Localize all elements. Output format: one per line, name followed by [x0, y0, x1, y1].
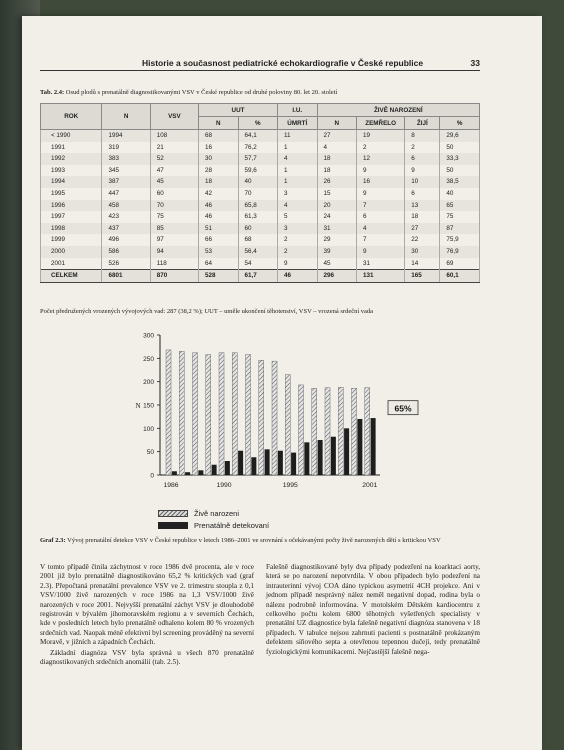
y-tick-label: 50	[146, 449, 154, 457]
header-title: Historie a současnost pediatrické echokardiografie v České republice	[142, 58, 424, 68]
bar-detected	[371, 418, 376, 475]
col-uut-pct: %	[238, 117, 278, 130]
table-cell: 296	[317, 270, 357, 283]
bar-live	[338, 387, 343, 475]
table-cell: 56,4	[238, 246, 278, 258]
paragraph: Falešně diagnostikované byly dva případy podezření na koarktaci aorty, která se po narození nepotvrdila. V obou případech bylo podezření na intrauterinní vývoj COA dáno typickou asymetrií 4CH projekce. Ani v jednom případě nesprávný nález neměl negativní dopad, rodina byla o nálezu podrobně informována. V motolském Dětském kardiocentru z celkového počtu kolem 6800 těhotných vyšetřených specialisty v prenatální UZ diagnostice byla falešně negativní diagnóza stanovena v 18 případech. V tabulce nejsou zahrnuti pacienti s postnatálně prokázaným defektem síňového septa a otevřenou tepennou dučejí, tedy prenatálně fyziologickými komunikacemi. Nejčastější falešně nega-	[266, 563, 480, 656]
table-cell: 76,2	[238, 142, 278, 154]
table-cell: 33,3	[440, 153, 480, 165]
col-live-alive: ŽIJÍ	[405, 117, 440, 130]
table-cell: 54	[238, 258, 278, 270]
x-tick-label: 1990	[216, 482, 232, 489]
bar-detected	[265, 449, 270, 475]
table-caption-label: Tab. 2.4:	[40, 89, 65, 96]
table-cell: 40	[440, 188, 480, 200]
bar-detected	[357, 419, 362, 475]
table-cell: 65,8	[238, 200, 278, 212]
table-cell: 4	[317, 142, 357, 154]
table-cell: 2	[405, 142, 440, 154]
table-cell: 1991	[41, 142, 102, 154]
table-cell: 30	[405, 246, 440, 258]
table-cell: 12	[357, 153, 405, 165]
table-row	[41, 142, 480, 154]
table-row	[41, 246, 480, 258]
bar-detected	[304, 442, 309, 475]
table-cell: 64	[199, 258, 239, 270]
bar-live	[325, 388, 330, 475]
table-cell: CELKEM	[41, 270, 102, 283]
annotation-label: 65%	[394, 403, 412, 414]
table-cell: 4	[357, 223, 405, 235]
body-column-right	[266, 563, 480, 658]
table-cell: 51	[199, 223, 239, 235]
table-cell: 9	[357, 165, 405, 177]
table-cell: 1996	[41, 200, 102, 212]
bar-live	[272, 361, 277, 475]
table-cell: 528	[199, 270, 239, 283]
col-iu: I.U.	[278, 104, 318, 117]
table-cell: 2	[278, 234, 318, 246]
table-cell: 5	[278, 211, 318, 223]
table-cell: 50	[440, 165, 480, 177]
col-uut-n: N	[199, 117, 239, 130]
bar-detected	[172, 471, 177, 475]
table-cell: 447	[102, 188, 150, 200]
table-caption	[40, 89, 337, 96]
table-row	[41, 234, 480, 246]
table-cell: 6	[357, 211, 405, 223]
bar-detected	[278, 451, 283, 475]
table-cell: 46	[199, 211, 239, 223]
figure-caption-label: Graf 2.3:	[40, 537, 66, 544]
table-cell: 1997	[41, 211, 102, 223]
table-row	[41, 211, 480, 223]
table-cell: 14	[405, 258, 440, 270]
table-cell: 61,7	[238, 270, 278, 283]
table-cell: 2	[357, 142, 405, 154]
bar-live	[259, 360, 264, 475]
bar-detected	[318, 440, 323, 475]
table-cell: 29,6	[440, 130, 480, 142]
table-cell: 70	[150, 200, 198, 212]
table-row	[41, 176, 480, 188]
bar-detected	[212, 465, 217, 475]
table-cell: 30	[199, 153, 239, 165]
table-row	[41, 153, 480, 165]
table-cell: 75,9	[440, 234, 480, 246]
running-header	[40, 52, 480, 71]
table-row	[41, 130, 480, 142]
legend-swatch-live	[158, 510, 188, 517]
table-cell: 27	[405, 223, 440, 235]
table-cell: 66	[199, 234, 239, 246]
table-cell: 69	[440, 258, 480, 270]
table-cell: 437	[102, 223, 150, 235]
table-cell: 2	[278, 246, 318, 258]
bar-live	[312, 388, 317, 475]
table-cell: 4	[278, 200, 318, 212]
table-cell: 6801	[102, 270, 150, 283]
table-cell: 1993	[41, 165, 102, 177]
table-cell: 387	[102, 176, 150, 188]
data-table	[40, 103, 480, 283]
table-cell: 9	[357, 188, 405, 200]
bar-live	[179, 351, 184, 475]
table-cell: 61,3	[238, 211, 278, 223]
table-cell: 1994	[102, 130, 150, 142]
table-cell: 586	[102, 246, 150, 258]
figure-caption-text: Vývoj prenatální detekce VSV v České republice v letech 1986–2001 ve srovnání s očekávanými počty živě narozených dětí s kritickou VSV	[67, 537, 441, 544]
table-row	[41, 223, 480, 235]
table-cell: 1994	[41, 176, 102, 188]
table-cell: 60	[238, 223, 278, 235]
table-cell: 1999	[41, 234, 102, 246]
bar-detected	[344, 428, 349, 475]
bar-live	[219, 353, 224, 475]
bar-live	[166, 350, 171, 475]
table-cell: 3	[278, 223, 318, 235]
legend-swatch-detected	[158, 522, 188, 529]
table-cell: 319	[102, 142, 150, 154]
bar-detected	[291, 453, 296, 475]
legend-label-live: Živě narozeni	[194, 508, 240, 518]
table-cell: 28	[199, 165, 239, 177]
table-cell: 131	[357, 270, 405, 283]
bar-detected	[238, 451, 243, 475]
x-tick-label: 2001	[362, 482, 378, 489]
table-cell: 383	[102, 153, 150, 165]
bar-live	[193, 353, 198, 475]
table-cell: 68	[238, 234, 278, 246]
bar-live	[232, 353, 237, 475]
table-cell: 47	[150, 165, 198, 177]
bar-chart	[110, 325, 440, 525]
table-cell: 65	[440, 200, 480, 212]
x-tick-label: 1986	[163, 482, 179, 489]
table-cell: 15	[317, 188, 357, 200]
table-caption-text: Osud plodů s prenatálně diagnostikovanými VSV v České republice od druhé poloviny 80. let 20. století	[65, 89, 338, 96]
table-cell: 60	[150, 188, 198, 200]
table-cell: 24	[317, 211, 357, 223]
table-cell: 9	[357, 246, 405, 258]
table-cell: 46	[278, 270, 318, 283]
table-cell: 16	[357, 176, 405, 188]
table-cell: 53	[199, 246, 239, 258]
x-tick-label: 1995	[282, 482, 298, 489]
col-vsv: VSV	[150, 104, 198, 130]
page-number: 33	[470, 58, 480, 68]
table-cell: 526	[102, 258, 150, 270]
table-cell: 11	[278, 130, 318, 142]
bar-live	[352, 388, 357, 475]
legend-label-detected: Prenatálně detekovaní	[194, 520, 270, 530]
table-cell: 1	[278, 142, 318, 154]
legend-item-detected	[158, 519, 269, 531]
table-cell: 21	[150, 142, 198, 154]
body-column-left	[40, 563, 254, 668]
table-cell: 20	[317, 200, 357, 212]
table-cell: 75	[440, 211, 480, 223]
table-cell: 1992	[41, 153, 102, 165]
table-cell: 6	[405, 188, 440, 200]
table-cell: 46	[199, 200, 239, 212]
table-cell: 39	[317, 246, 357, 258]
table-cell: 45	[317, 258, 357, 270]
bar-detected	[331, 437, 336, 475]
table-cell: 7	[357, 234, 405, 246]
table-cell: 94	[150, 246, 198, 258]
y-tick-label: 300	[143, 332, 154, 340]
col-uut: UUT	[199, 104, 278, 117]
col-rok: ROK	[41, 104, 102, 130]
table-cell: 1998	[41, 223, 102, 235]
table-cell: 64,1	[238, 130, 278, 142]
table-cell: 13	[405, 200, 440, 212]
bar-live	[365, 388, 370, 475]
y-tick-label: 0	[150, 472, 154, 480]
table-cell: 40	[238, 176, 278, 188]
table-cell: 2000	[41, 246, 102, 258]
col-live-n: N	[317, 117, 357, 130]
table-cell: 4	[278, 153, 318, 165]
table-cell: 60,1	[440, 270, 480, 283]
table-cell: 87	[440, 223, 480, 235]
table-cell: 7	[357, 200, 405, 212]
table-cell: 31	[317, 223, 357, 235]
table-cell: 57,7	[238, 153, 278, 165]
y-tick-label: 100	[143, 425, 154, 433]
legend-item-live	[158, 507, 269, 519]
bar-live	[299, 385, 304, 475]
table-cell: 18	[405, 211, 440, 223]
table-cell: 345	[102, 165, 150, 177]
table-row	[41, 188, 480, 200]
col-live-pct: %	[440, 117, 480, 130]
table-row	[41, 165, 480, 177]
y-tick-label: 250	[143, 355, 154, 363]
table-cell: 18	[317, 153, 357, 165]
table-cell: 9	[278, 258, 318, 270]
table-cell: 108	[150, 130, 198, 142]
table-cell: 68	[199, 130, 239, 142]
table-cell: 423	[102, 211, 150, 223]
bar-detected	[185, 472, 190, 475]
table-cell: 9	[405, 165, 440, 177]
col-live-dead: ZEMŘELO	[357, 117, 405, 130]
table-cell: 3	[278, 188, 318, 200]
table-cell: 45	[150, 176, 198, 188]
table-note: Počet předružených vrozených vývojových vad: 287 (38,2 %); UUT – uměle ukončení těhotenství, VSV – vrozená srdeční vada	[40, 308, 374, 315]
table-cell: 18	[317, 165, 357, 177]
table-cell: 19	[357, 130, 405, 142]
y-axis-label: N	[135, 402, 141, 410]
table-cell: 27	[317, 130, 357, 142]
chart-legend	[158, 507, 269, 531]
table-cell: 10	[405, 176, 440, 188]
table-cell: 52	[150, 153, 198, 165]
y-tick-label: 200	[143, 379, 154, 387]
col-n: N	[102, 104, 150, 130]
table-cell: 165	[405, 270, 440, 283]
table-cell: 70	[238, 188, 278, 200]
table-cell: 2001	[41, 258, 102, 270]
table-cell: 6	[405, 153, 440, 165]
table-cell: 38,5	[440, 176, 480, 188]
table-cell: 85	[150, 223, 198, 235]
table-row	[41, 258, 480, 270]
paragraph: Základní diagnóza VSV byla správná u všech 870 prenatálně diagnostikovaných srdečních anomálií (tab. 2.5).	[40, 648, 254, 667]
table-cell: 18	[199, 176, 239, 188]
table-cell: 870	[150, 270, 198, 283]
table-cell: 42	[199, 188, 239, 200]
col-iu-death: ÚMRTÍ	[278, 117, 318, 130]
table-cell: 59,6	[238, 165, 278, 177]
table-cell: 8	[405, 130, 440, 142]
table-cell: 22	[405, 234, 440, 246]
table-cell: 50	[440, 142, 480, 154]
table-cell: 75	[150, 211, 198, 223]
table-cell: 1995	[41, 188, 102, 200]
table-cell: 76,9	[440, 246, 480, 258]
table-cell: 97	[150, 234, 198, 246]
paragraph: V tomto případě činila záchytnost v roce 1986 dvě procenta, ale v roce 2001 již bylo prenatálně diagnostikováno 65,2 % kritických vad (graf 2.3). Přepočtaná prenatální prevalence VSV ve 2. trimestru stoupla z 0,1 VSV/1000 živě narozených v roce 1986 na 1,3 VSV/1000 živě narozených v roce 2001. Nejvyšší prenatální záchyt VSV je dlouhodobě registrován v bývalém jihomoravském regionu a v severních Čechách, kde v posledních letech bylo prenatálně odhaleno kolem 80 % vrozených srdečních vad. Naopak méně efektivní byl screening prováděný na severní Moravě, v jižních a západních Čechách.	[40, 563, 254, 647]
table-total-row	[41, 270, 480, 283]
table-cell: 26	[317, 176, 357, 188]
table-cell: 118	[150, 258, 198, 270]
table-cell: 496	[102, 234, 150, 246]
table-cell: 29	[317, 234, 357, 246]
bar-detected	[225, 461, 230, 475]
col-live: ŽIVĚ NAROZENÍ	[317, 104, 479, 117]
table-cell: 458	[102, 200, 150, 212]
table-cell: 1	[278, 165, 318, 177]
table-cell: < 1990	[41, 130, 102, 142]
y-tick-label: 150	[143, 402, 154, 410]
bar-live	[246, 355, 251, 475]
table-row	[41, 200, 480, 212]
bar-detected	[251, 457, 256, 475]
figure-caption	[40, 536, 480, 545]
table-cell: 31	[357, 258, 405, 270]
table-cell: 16	[199, 142, 239, 154]
bar-detected	[198, 470, 203, 475]
bar-live	[285, 375, 290, 475]
bar-live	[206, 355, 211, 475]
table-cell: 1	[278, 176, 318, 188]
